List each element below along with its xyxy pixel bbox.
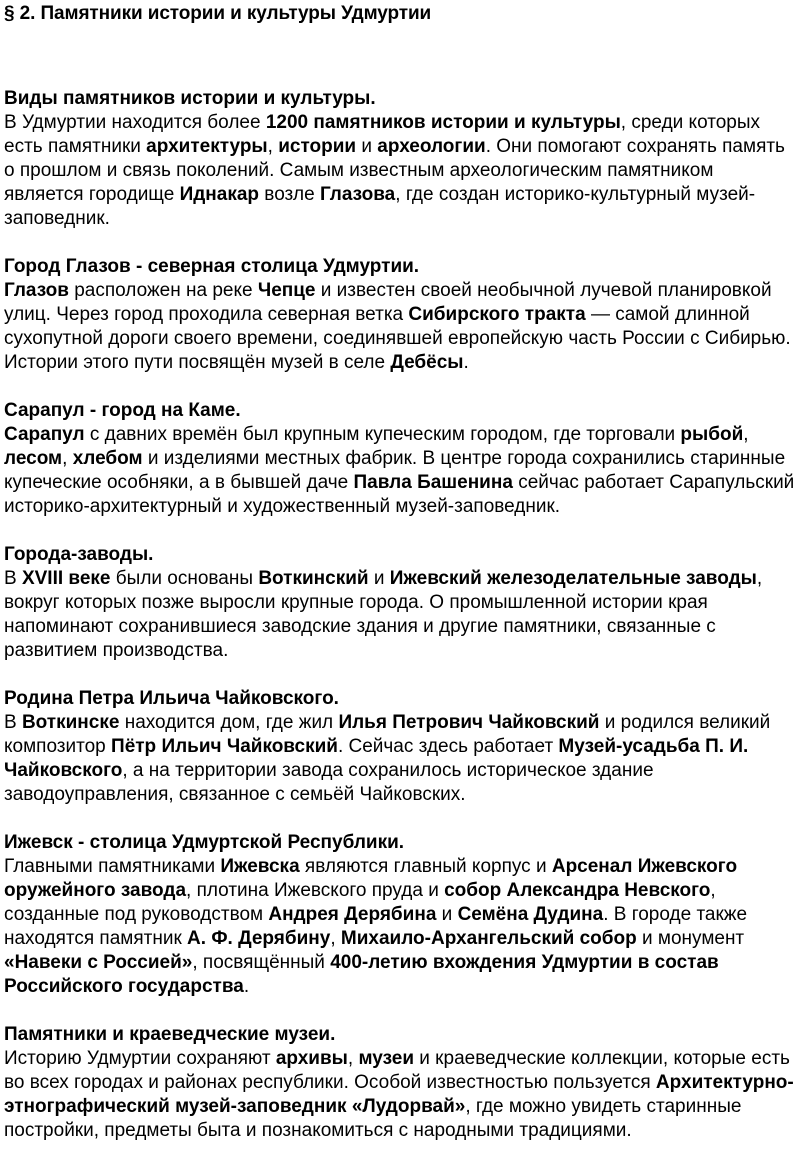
section-body <box>4 711 796 807</box>
text-run: и монумент <box>636 928 745 949</box>
section-body <box>4 1047 796 1143</box>
bold-term: Иднакар <box>179 184 260 205</box>
text-run: , <box>267 136 279 157</box>
text-run: , созданные под руководством <box>4 880 716 925</box>
section <box>4 831 796 999</box>
text-run: Главными памятниками <box>4 856 221 877</box>
bold-term: Михаило-Архангельский собор <box>340 928 637 949</box>
bold-term: Сарапул <box>4 424 85 445</box>
bold-term: рыбой <box>680 424 744 445</box>
section-heading: Памятники и краеведческие музеи. <box>4 1024 336 1045</box>
section-heading: Города-заводы. <box>4 544 154 565</box>
bold-term: архитектуры <box>146 136 268 157</box>
text-run: В Удмуртии находится более <box>4 112 266 133</box>
text-run: с давних времён был крупным купеческим городом, где торговали <box>84 424 681 445</box>
text-run: , <box>330 928 341 949</box>
bold-term: Ижевска <box>220 856 300 877</box>
section-heading: Виды памятников истории и культуры. <box>4 88 376 109</box>
section-heading: Родина Петра Ильича Чайковского. <box>4 688 339 709</box>
bold-term: Архитектурно-этнографический музей-заповедник «Лудорвай» <box>4 1072 794 1117</box>
bold-term: XVIII веке <box>21 568 111 589</box>
text-run: В <box>4 712 22 733</box>
text-run: , <box>62 448 73 469</box>
text-run: — самой длинной сухопутной дороги своего времени, соединявшей европейскую часть России с Сибирью. Истории этого пути посвящён музей в селе <box>4 304 791 373</box>
text-run: и <box>368 568 390 589</box>
bold-term: музеи <box>358 1048 415 1069</box>
bold-term: 400-летию вхождения Удмуртии в состав Российского государства <box>4 952 719 997</box>
bold-term: лесом <box>4 448 63 469</box>
bold-term: собор Александра Невского <box>444 880 711 901</box>
text-run: , среди которых есть памятники <box>4 112 761 157</box>
text-run: . <box>243 976 250 997</box>
bold-term: архивы <box>275 1048 348 1069</box>
section <box>4 87 796 231</box>
text-run: и родился великий композитор <box>4 712 771 757</box>
bold-term: Воткинский <box>258 568 369 589</box>
bold-term: «Навеки с Россией» <box>4 952 193 973</box>
section-heading: Город Глазов - северная столица Удмуртии. <box>4 256 420 277</box>
section <box>4 1023 796 1143</box>
bold-term: Дебёсы <box>390 352 464 373</box>
bold-term: Семёна Дудина <box>457 904 604 925</box>
bold-term: Глазов <box>4 280 69 301</box>
bold-term: Чепце <box>257 280 316 301</box>
text-run: . <box>463 352 469 373</box>
text-run: , <box>347 1048 359 1069</box>
text-run: находится дом, где жил <box>119 712 339 733</box>
section-body <box>4 567 796 663</box>
section <box>4 687 796 807</box>
text-run: , а на территории завода сохранилось историческое здание заводоуправления, связанное с семьёй Чайковских. <box>4 760 654 805</box>
text-run: Историю Удмуртии сохраняют <box>4 1048 276 1069</box>
bold-term: Арсенал Ижевского оружейного завода <box>4 856 738 901</box>
bold-term: Глазова <box>319 184 396 205</box>
bold-term: Андрея Дерябина <box>268 904 437 925</box>
section-body <box>4 423 796 519</box>
text-run: и изделиями местных фабрик. В центре города сохранились старинные купеческие особняки, а в бывшей даче <box>4 448 786 493</box>
bold-term: Илья Петрович Чайковский <box>338 712 600 733</box>
text-run: расположен на реке <box>68 280 258 301</box>
bold-term: Пётр Ильич Чайковский <box>111 736 338 757</box>
section-body <box>4 279 796 375</box>
bold-term: истории <box>278 136 357 157</box>
document-content <box>4 87 796 1167</box>
text-run: . Они помогают сохранять память о прошлом и связь поколений. Самым известным археологическим памятником является городище <box>4 136 785 205</box>
text-run: возле <box>259 184 320 205</box>
text-run: и <box>436 904 458 925</box>
section-body <box>4 111 796 231</box>
section-heading: Сарапул - город на Каме. <box>4 400 241 421</box>
text-run: . Сейчас здесь работает <box>337 736 559 757</box>
bold-term: Павла Башенина <box>353 472 513 493</box>
bold-term: Музей-усадьба П. И. Чайковского <box>4 736 749 781</box>
text-run: . В городе также находятся памятник <box>4 904 748 949</box>
text-run: , посвящённый <box>192 952 331 973</box>
text-run: и известен своей необычной лучевой планировкой улиц. Через город проходила северная ветка <box>4 280 772 325</box>
section <box>4 543 796 663</box>
section <box>4 255 796 375</box>
bold-term: Сибирского тракта <box>408 304 586 325</box>
bold-term: Ижевский железоделательные заводы <box>389 568 757 589</box>
text-run: , где создан историко-культурный музей-заповедник. <box>4 184 756 229</box>
section <box>4 399 796 519</box>
text-run: , <box>743 424 749 445</box>
text-run: являются главный корпус и <box>299 856 552 877</box>
text-run: , плотина Ижевского пруда и <box>186 880 445 901</box>
text-run: , где можно увидеть старинные постройки, предметы быта и познакомиться с народными традициями. <box>4 1096 742 1141</box>
text-run: , вокруг которых позже выросли крупные города. О промышленной истории края напоминают сохранившиеся заводские здания и другие памятники, связанные с развитием производства. <box>4 568 763 661</box>
text-run: и краеведческие коллекции, которые есть во всех городах и районах республики. Особой известностью пользуется <box>4 1048 790 1093</box>
bold-term: археологии <box>377 136 486 157</box>
bold-term: хлебом <box>72 448 143 469</box>
bold-term: 1200 памятников истории и культуры <box>265 112 621 133</box>
text-run: и <box>356 136 378 157</box>
text-run: были основаны <box>110 568 259 589</box>
bold-term: Воткинске <box>21 712 120 733</box>
bold-term: А. Ф. Дерябину <box>187 928 331 949</box>
section-heading: Ижевск - столица Удмуртской Республики. <box>4 832 405 853</box>
text-run: В <box>4 568 22 589</box>
section-body <box>4 855 796 999</box>
text-run: сейчас работает Сарапульский историко-архитектурный и художественный музей-заповедник. <box>4 472 795 517</box>
page-title: § 2. Памятники истории и культуры Удмуртии <box>4 3 432 24</box>
